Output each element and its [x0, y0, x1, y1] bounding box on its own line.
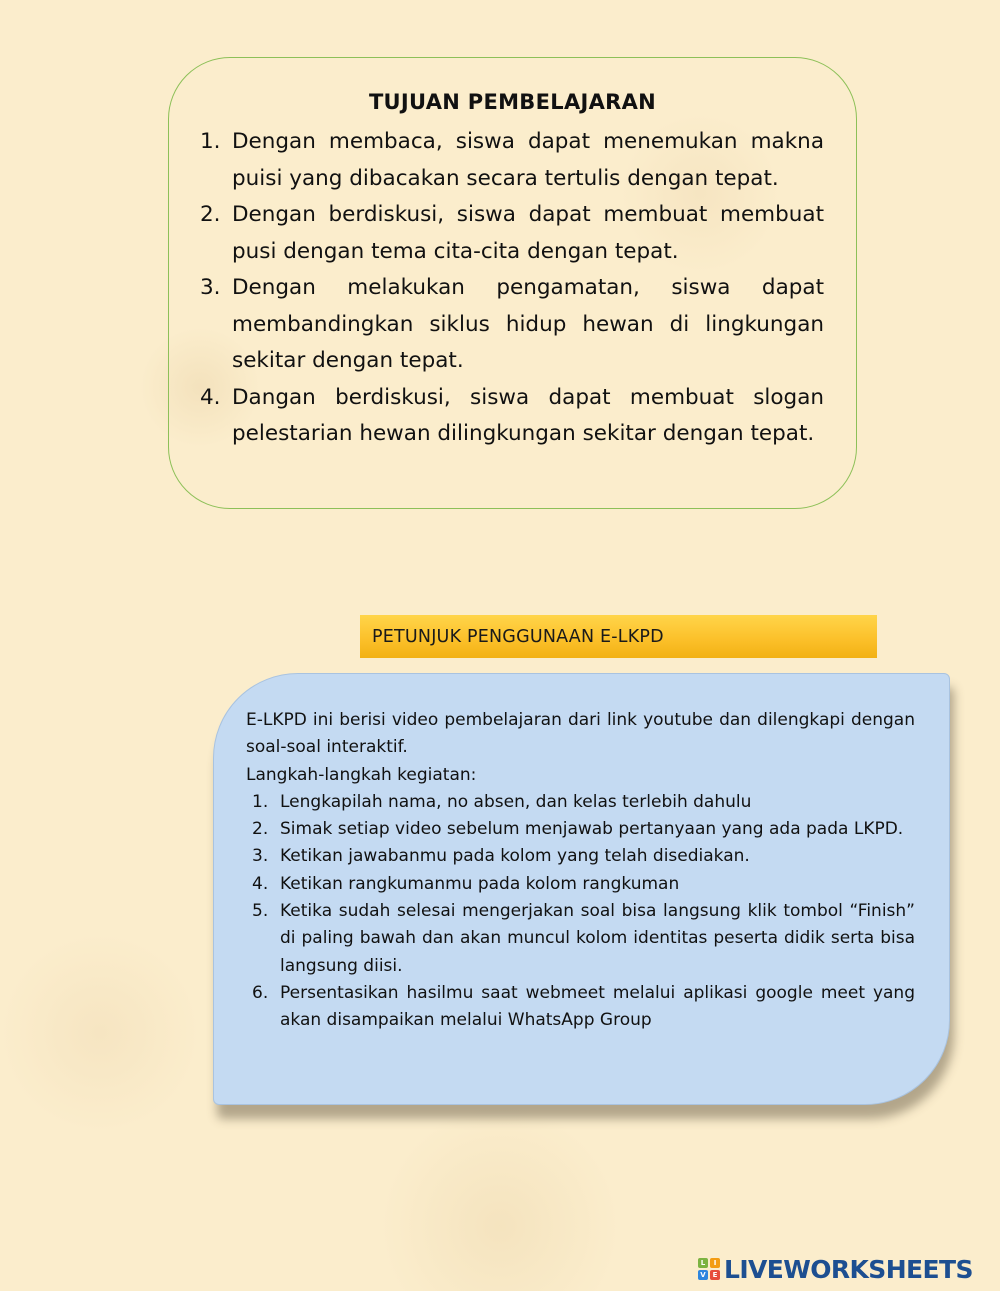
- objective-text: Dengan membaca, siswa dapat menemukan makna puisi yang dibacakan secara tertulis dengan tepat.: [232, 129, 824, 191]
- step-item: [246, 980, 915, 1035]
- objective-text: Dengan melakukan pengamatan, siswa dapat membandingkan siklus hidup hewan di lingkungan sekitar dengan tepat.: [232, 275, 824, 373]
- step-item: [246, 789, 915, 816]
- logo-tile-e: E: [710, 1270, 720, 1280]
- steps-label: Langkah-langkah kegiatan:: [246, 764, 477, 785]
- instructions-content: [246, 707, 915, 1035]
- logo-tile-v: V: [698, 1270, 708, 1280]
- objectives-title: TUJUAN PEMBELAJARAN: [368, 90, 657, 114]
- objective-item: [200, 197, 824, 270]
- objective-number: 2.: [200, 202, 221, 227]
- logo-tile-i: I: [710, 1258, 720, 1268]
- logo-tile-l: L: [698, 1258, 708, 1268]
- step-text: Simak setiap video sebelum menjawab pertanyaan yang ada pada LKPD.: [280, 819, 904, 840]
- objective-number: 3.: [200, 275, 221, 300]
- step-text: Ketika sudah selesai mengerjakan soal bisa langsung klik tombol “Finish” di paling bawah dan akan muncul kolom identitas peserta didik serta bisa langsung diisi.: [280, 901, 915, 976]
- step-number: 6.: [252, 982, 269, 1003]
- instructions-header: [360, 615, 877, 658]
- step-number: 4.: [252, 873, 269, 894]
- step-item: [246, 816, 915, 843]
- objectives-list: [200, 124, 824, 453]
- steps-list: [246, 789, 915, 1035]
- objective-item: [200, 380, 824, 453]
- objective-text: Dangan berdiskusi, siswa dapat membuat slogan pelestarian hewan dilingkungan sekitar dengan tepat.: [232, 384, 824, 446]
- step-item: [246, 898, 915, 980]
- step-text: Ketikan jawabanmu pada kolom yang telah disediakan.: [280, 846, 750, 867]
- step-text: Ketikan rangkumanmu pada kolom rangkuman: [280, 873, 680, 894]
- logo-icon: [698, 1258, 720, 1280]
- objective-number: 1.: [200, 129, 221, 154]
- step-number: 5.: [252, 901, 269, 922]
- objective-item: [200, 124, 824, 197]
- step-item: [246, 843, 915, 870]
- objective-number: 4.: [200, 384, 221, 410]
- instructions-header-label: PETUNJUK PENGGUNAAN E-LKPD: [372, 626, 664, 647]
- step-item: [246, 871, 915, 898]
- liveworksheets-logo[interactable]: [698, 1253, 973, 1285]
- step-number: 3.: [252, 846, 269, 867]
- step-text: Lengkapilah nama, no absen, dan kelas terlebih dahulu: [280, 791, 752, 812]
- objective-text: Dengan berdiskusi, siswa dapat membuat membuat pusi dengan tema cita-cita dengan tepat.: [232, 202, 824, 264]
- instructions-intro: E-LKPD ini berisi video pembelajaran dari link youtube dan dilengkapi dengan soal-soal interaktif.: [246, 710, 915, 758]
- logo-text: LIVEWORKSHEETS: [724, 1254, 973, 1284]
- step-text: Persentasikan hasilmu saat webmeet melalui aplikasi google meet yang akan disampaikan melalui WhatsApp Group: [280, 982, 915, 1031]
- step-number: 1.: [252, 791, 269, 812]
- step-number: 2.: [252, 819, 269, 840]
- objective-item: [200, 270, 824, 380]
